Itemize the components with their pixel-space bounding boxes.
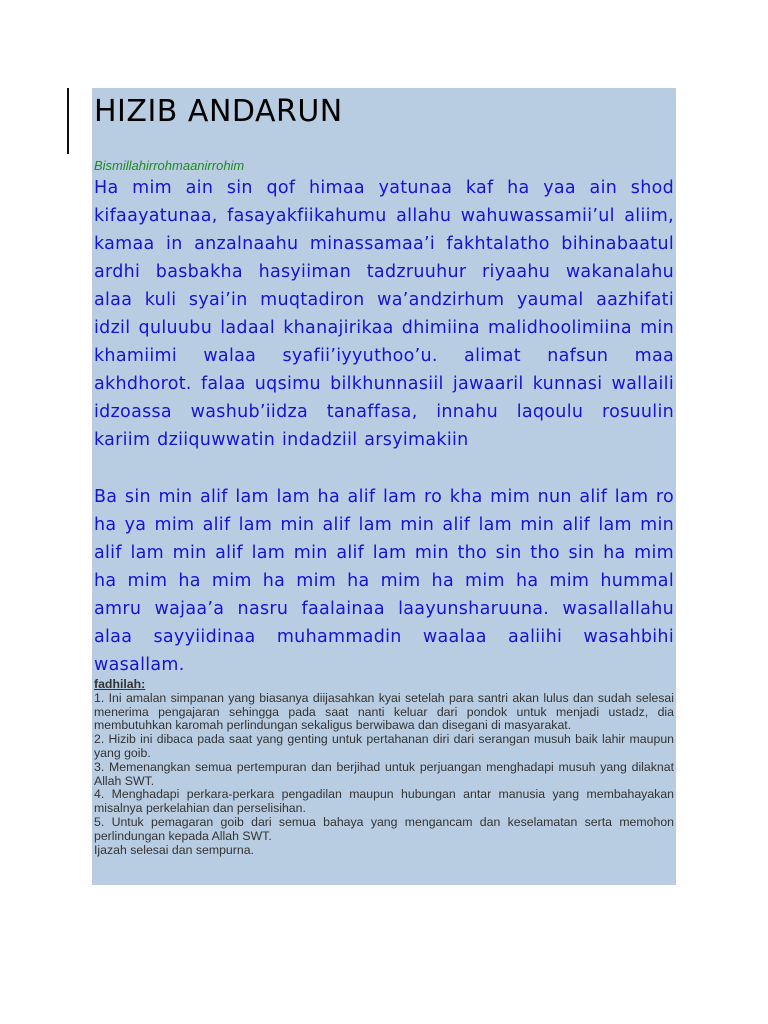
verse-paragraph-2: Ba sin min alif lam lam ha alif lam ro kha mim nun alif lam ro ha ya mim alif lam min alif lam min alif lam min alif lam min alif lam min alif lam min alif lam min tho sin tho sin ha mim ha mim ha mim ha mim ha mim ha mim ha mim hummal amru wajaa’a nasru faalainaa laayunsharuuna. wasallallahu alaa sayyiidinaa muhammadin waalaa aaliihi wasahbihi wasallam. <box>94 487 674 675</box>
basmalah-line: Bismillahirrohmaanirrohim <box>94 158 245 173</box>
fadhilah-item-4: 4. Menghadapi perkara-perkara pengadilan maupun hubungan antar manusia yang membahayakan misalnya perkelahian dan perselisihan. <box>94 787 674 816</box>
page-title: HIZIB ANDARUN <box>94 94 343 129</box>
fadhilah-item-3: 3. Memenangkan semua pertempuran dan berjihad untuk perjuangan menghadapi musuh yang dilaknat Allah SWT. <box>94 759 674 788</box>
fadhilah-item-5: 5. Untuk pemagaran goib dari semua bahaya yang mengancam dan keselamatan serta memohon perlindungan kepada Allah SWT. <box>94 814 674 843</box>
fadhilah-section <box>94 678 674 857</box>
fadhilah-item-2: 2. Hizib ini dibaca pada saat yang genting untuk pertahanan diri dari serangan musuh baik lahir maupun yang goib. <box>94 732 674 760</box>
text-cursor-line <box>67 88 69 154</box>
verse-paragraph-1: Ha mim ain sin qof himaa yatunaa kaf ha yaa ain shod kifaayatunaa, fasayakfiikahumu allahu wahuwassamii’ul aliim, kamaa in anzalnaahu minassamaa’i fakhtalatho bihinabaatul ardhi basbakha hasyiiman tadzruuhur riyaahu wakanalahu alaa kuli syai’in muqtadiron wa’andzirhum yaumal aazhifati idzil quluubu ladaal khanajirikaa dhimiina malidhoolimiina min khamiimi walaa syafii’iyyuthoo’u. alimat nafsun maa akhdhorot. falaa uqsimu bilkhunnasiil jawaaril kunnasi wallaili idzoassa washub’iidza tanaffasa, innahu laqoulu rosuulin kariim dziiquwwatin indadziil arsyimakiin <box>94 178 674 450</box>
fadhilah-closing: Ijazah selesai dan sempurna. <box>94 842 254 857</box>
document-content-block <box>92 88 676 885</box>
fadhilah-item-1: 1. Ini amalan simpanan yang biasanya diijasahkan kyai setelah para santri akan lulus dan sudah selesai menerima pengajaran sehingga pada saat nanti keluar dari pondok untuk menjadi ustadz, dia membutuhkan karomah perlindungan sekaligus berwibawa dan disegani di masyarakat. <box>94 690 674 733</box>
fadhilah-heading: fadhilah: <box>94 677 146 691</box>
